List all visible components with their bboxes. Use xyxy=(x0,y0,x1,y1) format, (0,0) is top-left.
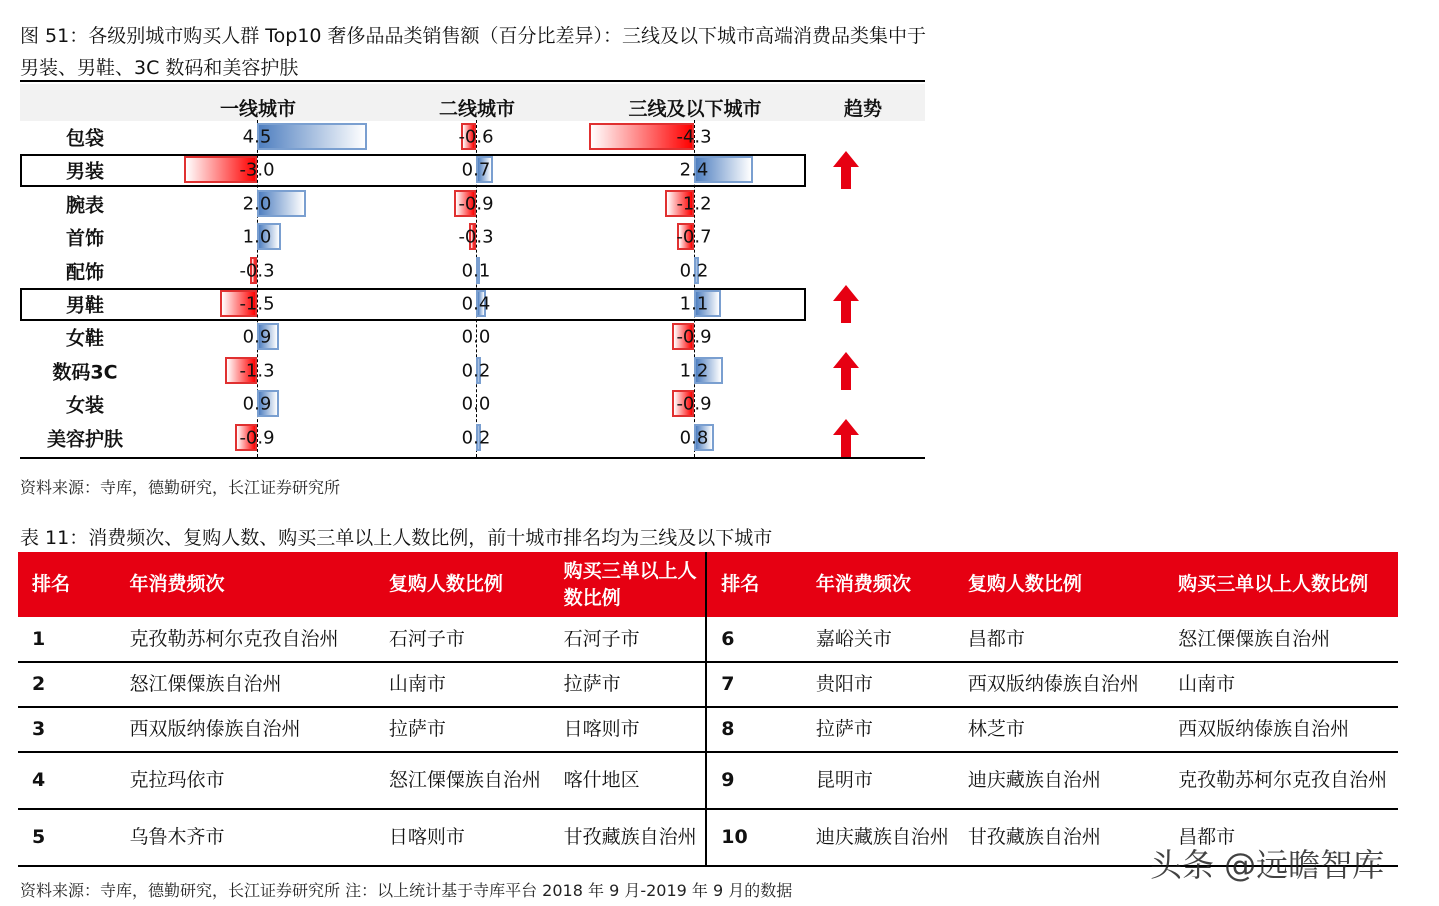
figure-title: 图 51：各级别城市购买人群 Top10 奢侈品品类销售额（百分比差异）：三线及以下城市高端消费品类集中于男装、男鞋、3C 数码和美容护肤 xyxy=(20,25,927,79)
data-label: -0.9 xyxy=(239,427,275,449)
data-label: 0.0 xyxy=(461,393,491,415)
table-cell: 10 xyxy=(706,809,802,866)
watermark: 头条 @远瞻智库 xyxy=(1150,846,1385,884)
table-cell: 克孜勒苏柯尔克孜自治州 xyxy=(1164,752,1398,809)
data-label: 0.9 xyxy=(242,326,272,348)
table-header-cell: 年消费频次 xyxy=(116,552,375,617)
data-label: -0.9 xyxy=(676,326,712,348)
table-cell: 日喀则市 xyxy=(550,707,707,752)
figure-source: 资料来源：寺库，德勤研究，长江证券研究所 xyxy=(20,478,341,497)
data-label: -0.9 xyxy=(458,193,494,215)
table-header-cell: 排名 xyxy=(18,552,116,617)
chart-header xyxy=(20,84,925,121)
data-label: 4.5 xyxy=(242,126,272,148)
table-cell: 8 xyxy=(706,707,802,752)
table-cell: 怒江傈僳族自治州 xyxy=(375,752,550,809)
data-label: -0.7 xyxy=(676,226,712,248)
table-cell: 昆明市 xyxy=(802,752,954,809)
table-source: 资料来源：寺库，德勤研究，长江证券研究所 注：以上统计基于寺库平台 2018 年 9 月-2019 年 9 月的数据 xyxy=(20,881,793,900)
table-cell: 迪庆藏族自治州 xyxy=(802,809,954,866)
data-label: 0.2 xyxy=(461,360,491,382)
table-cell: 2 xyxy=(18,662,116,707)
category-label: 女鞋 xyxy=(65,327,105,350)
data-label: -1.2 xyxy=(676,193,712,215)
up-arrow-icon xyxy=(833,151,859,189)
table-cell: 嘉峪关市 xyxy=(802,617,954,662)
table-title: 表 11：消费频次、复购人数、购买三单以上人数比例，前十城市排名均为三线及以下城市 xyxy=(20,527,773,549)
col-header-tier3: 三线及以下城市 xyxy=(628,98,762,120)
data-label: -0.9 xyxy=(676,393,712,415)
table-cell: 6 xyxy=(706,617,802,662)
table-cell: 1 xyxy=(18,617,116,662)
up-arrow-icon xyxy=(833,419,859,457)
data-label: -0.3 xyxy=(239,260,275,282)
bar-chart xyxy=(20,80,925,460)
data-label: 0.2 xyxy=(461,427,491,449)
table-cell: 克孜勒苏柯尔克孜自治州 xyxy=(116,617,375,662)
table-cell: 山南市 xyxy=(375,662,550,707)
category-label: 男装 xyxy=(65,160,105,183)
table-header-cell: 复购人数比例 xyxy=(375,552,550,617)
table-cell: 西双版纳傣族自治州 xyxy=(954,662,1164,707)
table-cell: 乌鲁木齐市 xyxy=(116,809,375,866)
data-label: 0.0 xyxy=(461,326,491,348)
table-cell: 9 xyxy=(706,752,802,809)
table-cell: 山南市 xyxy=(1164,662,1398,707)
table-cell: 昌都市 xyxy=(1164,809,1398,866)
table-header-cell: 复购人数比例 xyxy=(954,552,1164,617)
category-label: 包袋 xyxy=(65,127,105,150)
data-label: 1.2 xyxy=(679,360,709,382)
category-label: 腕表 xyxy=(65,194,105,217)
table-cell: 石河子市 xyxy=(375,617,550,662)
table-cell: 昌都市 xyxy=(954,617,1164,662)
table-cell: 甘孜藏族自治州 xyxy=(954,809,1164,866)
table-cell: 石河子市 xyxy=(550,617,707,662)
table-header-cell: 排名 xyxy=(706,552,802,617)
table-cell: 甘孜藏族自治州 xyxy=(550,809,707,866)
data-label: 0.8 xyxy=(679,427,709,449)
category-label: 女装 xyxy=(65,394,105,417)
table-cell: 7 xyxy=(706,662,802,707)
data-label: 0.2 xyxy=(679,260,709,282)
table-header-cell: 年消费频次 xyxy=(802,552,954,617)
chart-bottom-rule xyxy=(20,457,925,459)
table-cell: 西双版纳傣族自治州 xyxy=(116,707,375,752)
data-label: -4.3 xyxy=(676,126,712,148)
table-cell: 拉萨市 xyxy=(802,707,954,752)
col-header-trend: 趋势 xyxy=(843,98,883,120)
table-cell: 林芝市 xyxy=(954,707,1164,752)
col-header-tier2: 二线城市 xyxy=(438,98,516,120)
table-cell: 迪庆藏族自治州 xyxy=(954,752,1164,809)
table-cell: 西双版纳傣族自治州 xyxy=(1164,707,1398,752)
category-label: 首饰 xyxy=(65,227,105,250)
table-cell: 日喀则市 xyxy=(375,809,550,866)
table-header-row xyxy=(18,552,1398,617)
table-cell: 拉萨市 xyxy=(375,707,550,752)
data-label: 0.7 xyxy=(461,159,491,181)
category-label: 配饰 xyxy=(65,261,105,284)
data-label: -3.0 xyxy=(239,159,275,181)
table-cell: 怒江傈僳族自治州 xyxy=(116,662,375,707)
table-cell: 克拉玛依市 xyxy=(116,752,375,809)
data-label: 1.1 xyxy=(679,293,709,315)
city-ranking-table xyxy=(18,552,1398,867)
data-label: 0.1 xyxy=(461,260,491,282)
data-label: 2.4 xyxy=(679,159,709,181)
data-label: 1.0 xyxy=(242,226,272,248)
data-label: 2.0 xyxy=(242,193,272,215)
up-arrow-icon xyxy=(833,352,859,390)
data-label: -0.3 xyxy=(458,226,494,248)
data-label: -0.6 xyxy=(458,126,494,148)
table-cell: 3 xyxy=(18,707,116,752)
table-header-cell: 购买三单以上人数比例 xyxy=(550,552,707,617)
table-row xyxy=(18,617,1398,662)
category-label: 男鞋 xyxy=(65,294,105,317)
category-label: 美容护肤 xyxy=(46,428,124,451)
bar xyxy=(257,123,367,150)
table-row xyxy=(18,752,1398,809)
table-header-cell: 购买三单以上人数比例 xyxy=(1164,552,1398,617)
data-label: -1.5 xyxy=(239,293,275,315)
data-label: 0.9 xyxy=(242,393,272,415)
col-header-tier1: 一线城市 xyxy=(219,98,297,120)
category-label: 数码3C xyxy=(52,361,118,384)
table-row xyxy=(18,707,1398,752)
table-cell: 4 xyxy=(18,752,116,809)
table-cell: 怒江傈僳族自治州 xyxy=(1164,617,1398,662)
data-label: 0.4 xyxy=(461,293,491,315)
table-cell: 贵阳市 xyxy=(802,662,954,707)
up-arrow-icon xyxy=(833,285,859,323)
chart-top-rule xyxy=(20,80,925,82)
table-row xyxy=(18,662,1398,707)
table-cell: 拉萨市 xyxy=(550,662,707,707)
data-label: -1.3 xyxy=(239,360,275,382)
table-cell: 5 xyxy=(18,809,116,866)
table-cell: 喀什地区 xyxy=(550,752,707,809)
